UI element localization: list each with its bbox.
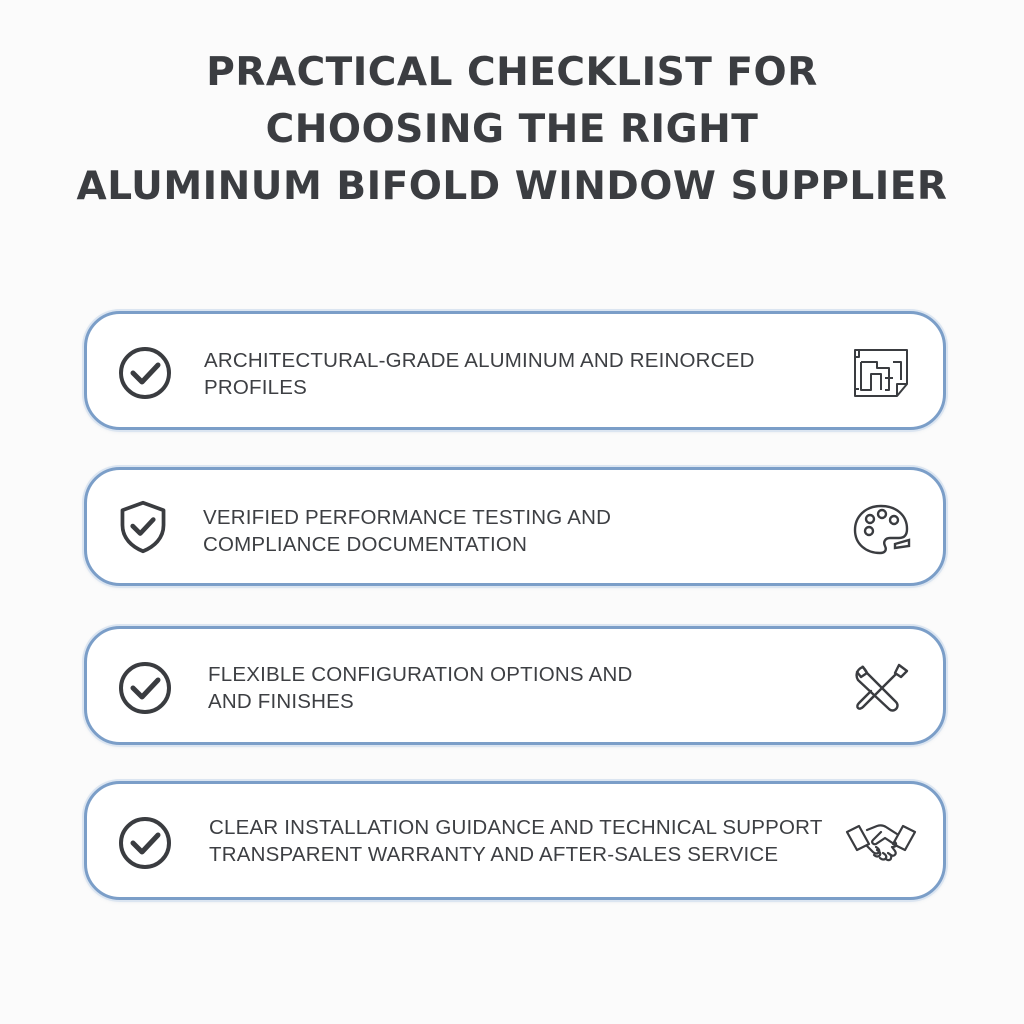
check-circle-icon: [117, 345, 173, 401]
checklist-item-line-1: VERIFIED PERFORMANCE TESTING AND: [203, 506, 612, 529]
shield-check-icon: [115, 499, 171, 555]
checklist-item-text: [208, 661, 632, 715]
checklist-item-text: [209, 814, 823, 868]
checklist-item: [84, 626, 946, 745]
checklist-item-line-2: PROFILES: [204, 376, 307, 399]
checklist-item: [84, 467, 946, 586]
title-line-2: CHOOSING THE RIGHT: [265, 107, 759, 152]
checklist-item-line-2: TRANSPARENT WARRANTY AND AFTER-SALES SERVICE: [209, 843, 779, 866]
check-circle-icon: [117, 815, 173, 871]
checklist-item-text: [203, 504, 611, 558]
checklist-item-line-1: FLEXIBLE CONFIGURATION OPTIONS AND: [208, 663, 633, 686]
checklist-item-line-2: AND FINISHES: [208, 690, 354, 713]
checklist-item: [84, 781, 946, 900]
checklist-item-line-2: COMPLIANCE DOCUMENTATION: [203, 533, 528, 556]
title-line-1: PRACTICAL CHECKLIST FOR: [206, 50, 818, 95]
palette-icon: [849, 500, 913, 558]
check-circle-icon: [117, 660, 173, 716]
checklist-item: [84, 311, 946, 430]
checklist-item-line-1: CLEAR INSTALLATION GUIDANCE AND TECHNICAL SUPPORT: [209, 816, 823, 839]
page-title: [0, 44, 1024, 215]
blueprint-icon: [849, 344, 913, 402]
handshake-icon: [845, 814, 917, 872]
title-line-3: ALUMINUM BIFOLD WINDOW SUPPLIER: [76, 164, 948, 209]
checklist-item-line-1: ARCHITECTURAL-GRADE ALUMINUM AND REINORCED: [204, 349, 755, 372]
checklist-item-text: [204, 347, 755, 401]
wrench-screwdriver-icon: [849, 659, 913, 717]
